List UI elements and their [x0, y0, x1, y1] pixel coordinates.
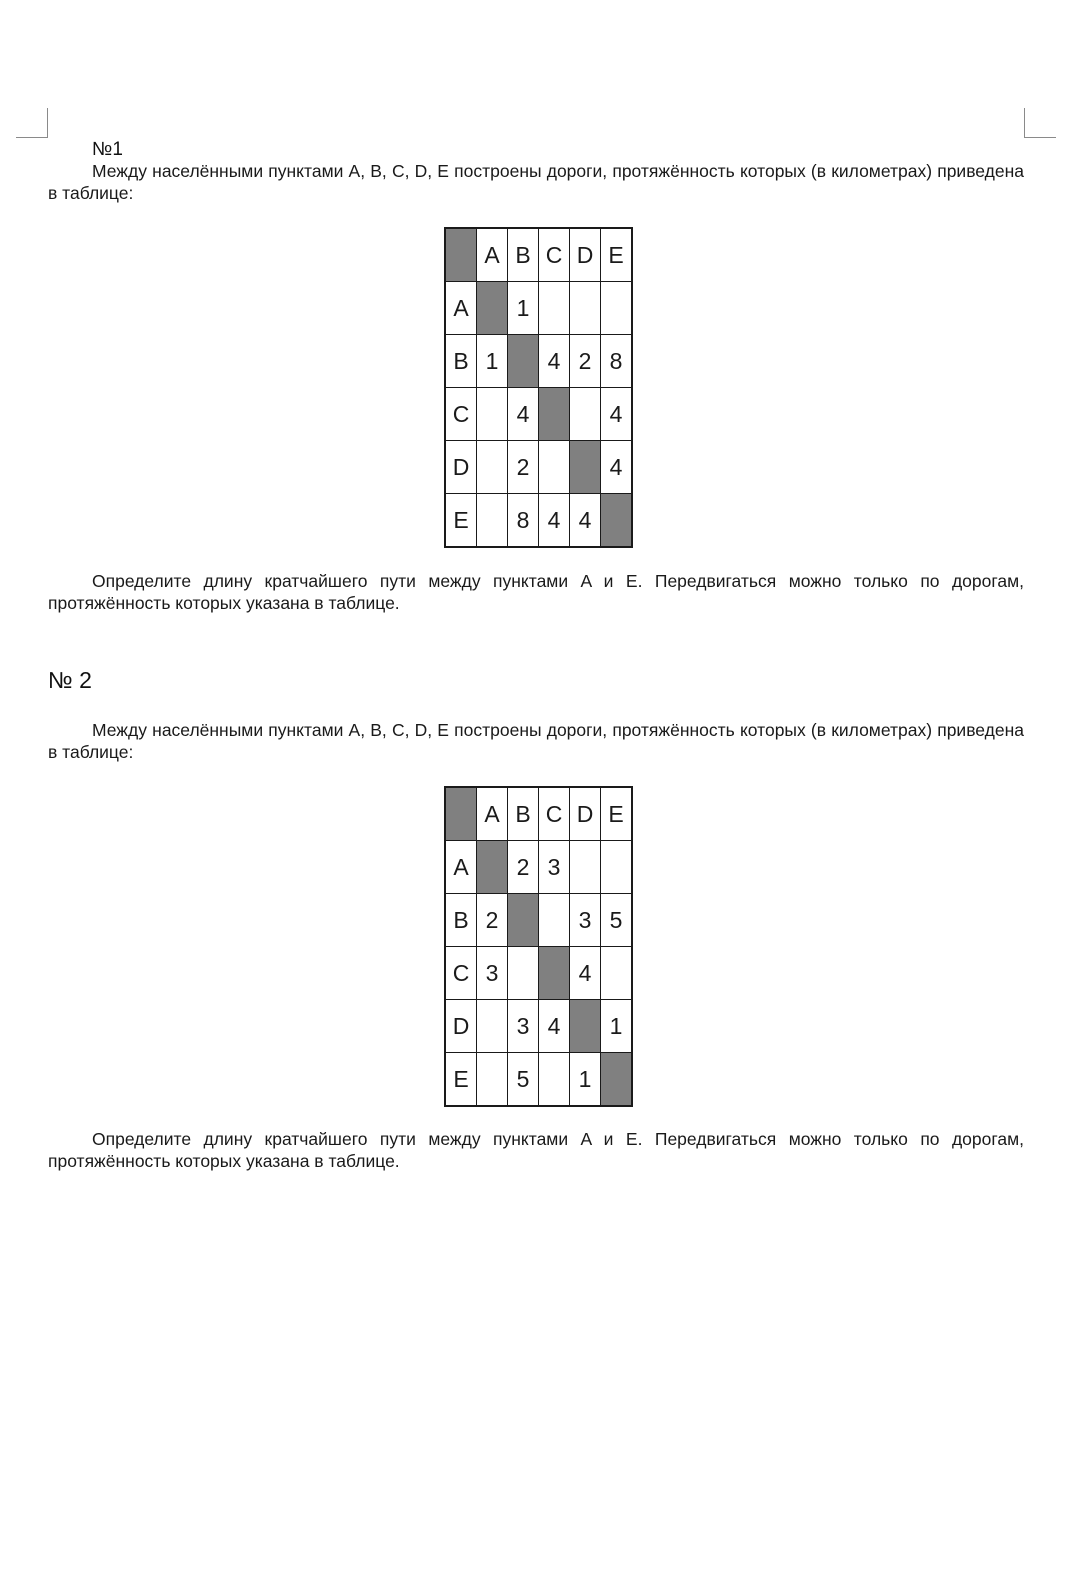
corner-cell: [445, 228, 477, 282]
diagonal-cell: [477, 282, 508, 335]
distance-cell-a-e: [601, 282, 633, 335]
distance-cell-e-d: 4: [570, 494, 601, 548]
table-row-c: [445, 947, 632, 1000]
distance-cell-a-d: [570, 282, 601, 335]
row-header-d: D: [445, 441, 477, 494]
row-header-b: B: [445, 335, 477, 388]
table-row-e: [445, 1053, 632, 1107]
distance-cell-c-a: [477, 388, 508, 441]
row-header-e: E: [445, 1053, 477, 1107]
distance-cell-a-d: [570, 841, 601, 894]
distance-cell-d-b: 2: [508, 441, 539, 494]
diagonal-cell: [477, 841, 508, 894]
header-row: [445, 228, 632, 282]
distance-cell-d-b: 3: [508, 1000, 539, 1053]
distance-cell-e-b: 8: [508, 494, 539, 548]
distance-cell-e-a: [477, 1053, 508, 1107]
distance-cell-b-a: 1: [477, 335, 508, 388]
diagonal-cell: [570, 1000, 601, 1053]
distance-cell-b-a: 2: [477, 894, 508, 947]
row-header-e: E: [445, 494, 477, 548]
distance-cell-e-c: [539, 1053, 570, 1107]
column-header-e: E: [601, 228, 633, 282]
diagonal-cell: [601, 1053, 633, 1107]
column-header-a: A: [477, 787, 508, 841]
distance-cell-a-c: 3: [539, 841, 570, 894]
diagonal-cell: [601, 494, 633, 548]
task-1-number: №1: [92, 139, 123, 160]
table-row-d: [445, 1000, 632, 1053]
table-row-a: [445, 841, 632, 894]
column-header-c: C: [539, 228, 570, 282]
distance-cell-c-e: [601, 947, 633, 1000]
diagonal-cell: [539, 388, 570, 441]
distance-cell-a-b: 2: [508, 841, 539, 894]
distance-cell-b-d: 3: [570, 894, 601, 947]
distance-cell-c-e: 4: [601, 388, 633, 441]
distance-cell-c-d: [570, 388, 601, 441]
row-header-b: B: [445, 894, 477, 947]
distance-cell-b-e: 5: [601, 894, 633, 947]
corner-cell: [445, 787, 477, 841]
distance-table-2: [444, 786, 633, 1107]
distance-cell-c-b: [508, 947, 539, 1000]
crop-mark-top-right: [1024, 108, 1056, 138]
distance-cell-a-b: 1: [508, 282, 539, 335]
column-header-d: D: [570, 787, 601, 841]
crop-mark-top-left: [16, 108, 48, 138]
row-header-a: A: [445, 841, 477, 894]
table-row-b: [445, 894, 632, 947]
diagonal-cell: [539, 947, 570, 1000]
table-row-c: [445, 388, 632, 441]
column-header-a: A: [477, 228, 508, 282]
distance-cell-e-a: [477, 494, 508, 548]
row-header-c: C: [445, 388, 477, 441]
table-row-e: [445, 494, 632, 548]
distance-cell-d-e: 4: [601, 441, 633, 494]
distance-cell-a-c: [539, 282, 570, 335]
distance-cell-b-d: 2: [570, 335, 601, 388]
task-1-intro: Между населёнными пунктами A, B, C, D, E построены дороги, протяжённость которых (в километрах) приведена в таблице:: [48, 161, 1024, 203]
row-header-c: C: [445, 947, 477, 1000]
column-header-d: D: [570, 228, 601, 282]
diagonal-cell: [570, 441, 601, 494]
task-2-number: № 2: [48, 667, 92, 693]
distance-cell-d-a: [477, 1000, 508, 1053]
table-row-a: [445, 282, 632, 335]
distance-cell-c-b: 4: [508, 388, 539, 441]
column-header-c: C: [539, 787, 570, 841]
task-1-question: Определите длину кратчайшего пути между пунктами A и E. Передвигаться можно только по дорогам, протяжённость которых указана в таблице.: [48, 571, 1024, 613]
table-row-b: [445, 335, 632, 388]
distance-cell-d-c: 4: [539, 1000, 570, 1053]
distance-cell-c-a: 3: [477, 947, 508, 1000]
distance-cell-d-a: [477, 441, 508, 494]
distance-cell-b-c: [539, 894, 570, 947]
distance-table-1: [444, 227, 633, 548]
task-2-question: Определите длину кратчайшего пути между пунктами A и E. Передвигаться можно только по дорогам, протяжённость которых указана в таблице.: [48, 1129, 1024, 1171]
distance-cell-c-d: 4: [570, 947, 601, 1000]
distance-cell-e-b: 5: [508, 1053, 539, 1107]
distance-cell-d-c: [539, 441, 570, 494]
column-header-b: B: [508, 787, 539, 841]
distance-cell-b-e: 8: [601, 335, 633, 388]
table-row-d: [445, 441, 632, 494]
column-header-b: B: [508, 228, 539, 282]
column-header-e: E: [601, 787, 633, 841]
row-header-a: A: [445, 282, 477, 335]
distance-cell-a-e: [601, 841, 633, 894]
task-2-intro: Между населёнными пунктами A, B, C, D, E построены дороги, протяжённость которых (в километрах) приведена в таблице:: [48, 720, 1024, 762]
header-row: [445, 787, 632, 841]
distance-cell-e-c: 4: [539, 494, 570, 548]
distance-cell-e-d: 1: [570, 1053, 601, 1107]
diagonal-cell: [508, 894, 539, 947]
distance-cell-b-c: 4: [539, 335, 570, 388]
row-header-d: D: [445, 1000, 477, 1053]
distance-cell-d-e: 1: [601, 1000, 633, 1053]
diagonal-cell: [508, 335, 539, 388]
